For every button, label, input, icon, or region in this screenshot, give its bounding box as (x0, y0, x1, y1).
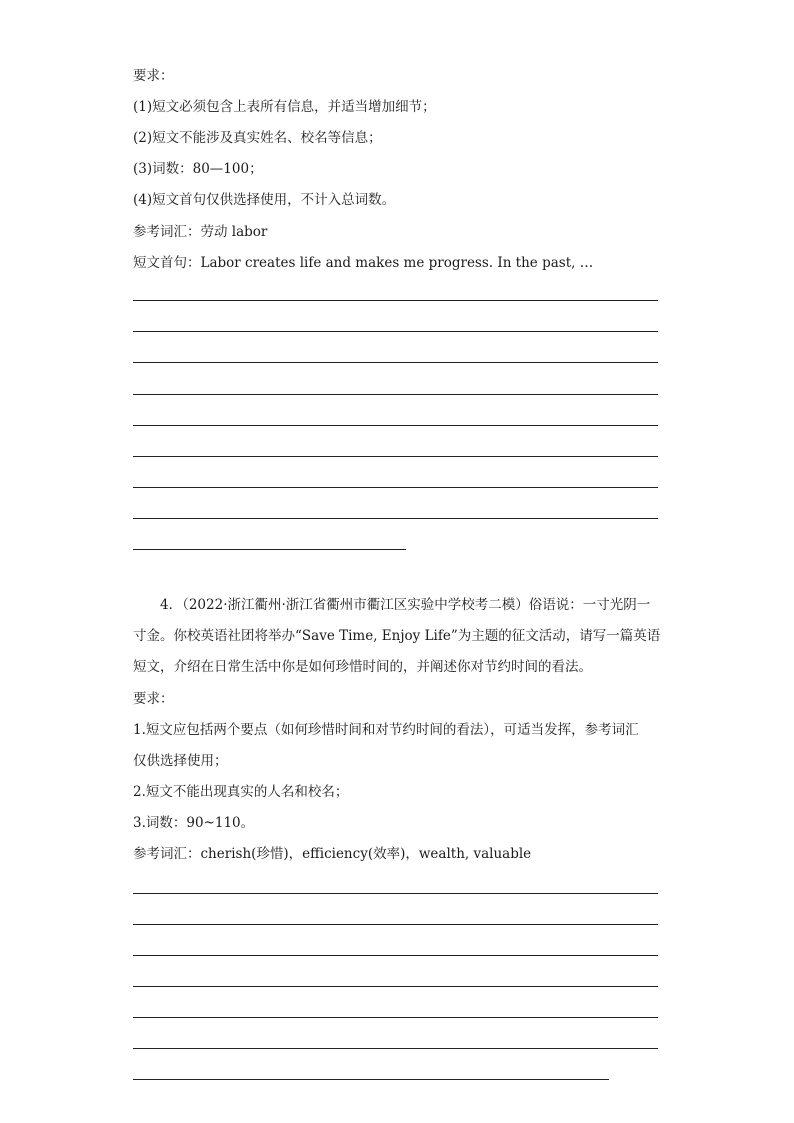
requirement-4-2: 2.短文不能出现真实的人名和校名； (133, 784, 349, 800)
requirements-heading-4: 要求： (133, 691, 174, 707)
writing-line[interactable] (133, 1048, 658, 1049)
writing-line[interactable] (133, 456, 658, 457)
question-4-prompt-line-2: 寸金。你校英语社团将举办“Save Time, Enjoy Life”为主题的征文活动，请写一篇英语 (133, 628, 661, 644)
requirement-1: (1)短文必须包含上表所有信息，并适当增加细节； (133, 99, 436, 115)
writing-line-short[interactable] (133, 1079, 609, 1080)
writing-line[interactable] (133, 1017, 658, 1018)
question-4-prompt-line-3: 短文，介绍在日常生活中你是如何珍惜时间的，并阐述你对节约时间的看法。 (133, 659, 592, 675)
writing-line[interactable] (133, 924, 658, 925)
requirement-3: (3)词数：80—100； (133, 161, 263, 177)
writing-line[interactable] (133, 394, 658, 395)
writing-line[interactable] (133, 518, 658, 519)
reference-vocabulary: 参考词汇：劳动 labor (133, 224, 268, 240)
first-sentence: 短文首句：Labor creates life and makes me progress. In the past, … (133, 255, 594, 271)
writing-line-short[interactable] (133, 549, 406, 550)
requirement-4: (4)短文首句仅供选择使用，不计入总词数。 (133, 192, 396, 208)
requirement-4-1-line-1: 1.短文应包括两个要点（如何珍惜时间和对节约时间的看法），可适当发挥，参考词汇 (133, 722, 639, 738)
writing-line[interactable] (133, 487, 658, 488)
reference-vocabulary-4: 参考词汇：cherish(珍惜)，efficiency(效率)，wealth, valuable (133, 846, 532, 862)
writing-line[interactable] (133, 362, 658, 363)
requirement-4-1-line-2: 仅供选择使用； (133, 753, 228, 769)
requirements-heading: 要求： (133, 68, 174, 84)
writing-line[interactable] (133, 893, 658, 894)
writing-line[interactable] (133, 986, 658, 987)
writing-line[interactable] (133, 425, 658, 426)
writing-line[interactable] (133, 955, 658, 956)
writing-line[interactable] (133, 331, 658, 332)
writing-line[interactable] (133, 300, 658, 301)
question-4-prompt-line-1: 4．（2022·浙江衢州·浙江省衢州市衢江区实验中学校考二模）俗语说：一寸光阴一 (160, 597, 651, 613)
requirement-4-3: 3.词数：90~110。 (133, 815, 255, 831)
requirement-2: (2)短文不能涉及真实姓名、校名等信息； (133, 130, 382, 146)
